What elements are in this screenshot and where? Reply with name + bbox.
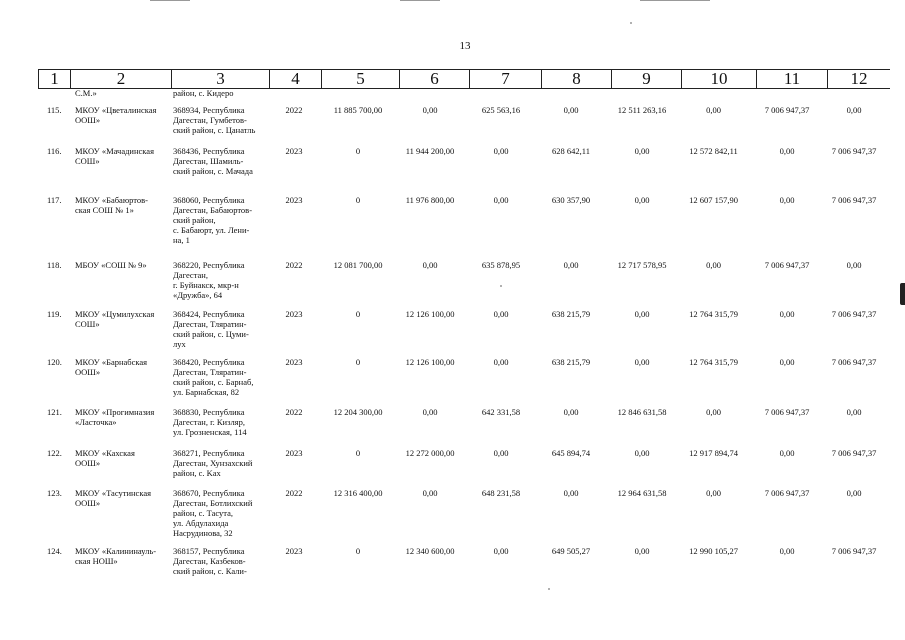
col-6-value: 11 976 800,00 xyxy=(405,195,455,205)
col-8-value: 0,00 xyxy=(563,260,579,270)
page-number: 13 xyxy=(459,40,471,52)
col-6-value: 0,00 xyxy=(422,260,438,270)
col-11-value: 7 006 947,37 xyxy=(764,105,810,115)
col-12-value: 7 006 947,37 xyxy=(831,309,877,319)
school-name: МКОУ «Цумилухская СОШ» xyxy=(75,309,155,329)
school-address: 368424, Республика Дагестан, Тляратин- ский район, с. Цуми- лух xyxy=(173,309,249,349)
col-11-value: 0,00 xyxy=(779,546,795,556)
header-col-8: 8 xyxy=(541,70,611,88)
col-5-value: 11 885 700,00 xyxy=(333,105,383,115)
school-address: 368271, Республика Дагестан, Хунзахский район, с. Kax xyxy=(173,448,253,478)
col-12-value: 7 006 947,37 xyxy=(831,357,877,367)
col-8-value: 0,00 xyxy=(563,488,579,498)
col-6-value: 12 126 100,00 xyxy=(405,309,455,319)
col-9-value: 0,00 xyxy=(634,357,650,367)
year: 2022 xyxy=(285,260,303,270)
col-6-value: 12 126 100,00 xyxy=(405,357,455,367)
col-12-value: 7 006 947,37 xyxy=(831,195,877,205)
col-5-value: 0 xyxy=(355,448,361,458)
col-10-value: 12 990 105,27 xyxy=(689,546,738,556)
row-number: 124. xyxy=(47,546,62,556)
col-8-value: 628 642,11 xyxy=(552,146,590,156)
col-11-value: 0,00 xyxy=(779,309,795,319)
header-col-11: 11 xyxy=(756,70,827,88)
col-9-value: 0,00 xyxy=(634,195,650,205)
col-8-value: 645 894,74 xyxy=(551,448,591,458)
scan-speck xyxy=(548,588,550,590)
header-col-10: 10 xyxy=(681,70,756,88)
col-12-value: 0,00 xyxy=(846,488,862,498)
col-7-value: 648 231,58 xyxy=(481,488,521,498)
col-7-value: 0,00 xyxy=(493,357,509,367)
col-11-value: 0,00 xyxy=(779,195,795,205)
row-number: 122. xyxy=(47,448,62,458)
col-6-value: 12 340 600,00 xyxy=(405,546,455,556)
col-10-value: 12 572 842,11 xyxy=(689,146,738,156)
school-address: 368420, Республика Дагестан, Тляратин- ский район, с. Барнаб, ул. Барнабская, 82 xyxy=(173,357,254,397)
scan-speck xyxy=(500,285,502,287)
header-col-7: 7 xyxy=(469,70,541,88)
col-8-value: 630 357,90 xyxy=(551,195,591,205)
col-12-value: 7 006 947,37 xyxy=(831,546,877,556)
col-12-value: 0,00 xyxy=(846,260,862,270)
header-col-4: 4 xyxy=(269,70,321,88)
col-5-value: 0 xyxy=(355,195,361,205)
school-name: МБОУ «СОШ № 9» xyxy=(75,260,147,270)
year: 2023 xyxy=(285,546,303,556)
col-11-value: 7 006 947,37 xyxy=(764,488,810,498)
school-address: 368934, Республика Дагестан, Гумбетов- ский район, с. Цанатль xyxy=(173,105,256,135)
school-name: МКОУ «Барнабская ООШ» xyxy=(75,357,148,377)
col-5-value: 0 xyxy=(355,309,361,319)
col-5-value: 12 204 300,00 xyxy=(333,407,383,417)
col-10-value: 0,00 xyxy=(706,488,721,498)
school-name: МКОУ «Бабаюртов- ская СОШ № 1» xyxy=(75,195,149,215)
col-9-value: 0,00 xyxy=(634,546,650,556)
row-number: 118. xyxy=(47,260,62,270)
col-10-value: 12 917 894,74 xyxy=(689,448,738,458)
year: 2023 xyxy=(285,195,303,205)
year: 2023 xyxy=(285,146,303,156)
year: 2022 xyxy=(285,407,303,417)
continuation-name: С.М.» xyxy=(75,88,97,98)
col-11-value: 0,00 xyxy=(779,357,795,367)
row-number: 115. xyxy=(47,105,62,115)
col-7-value: 0,00 xyxy=(493,448,509,458)
col-7-value: 0,00 xyxy=(493,546,509,556)
row-number: 120. xyxy=(47,357,62,367)
header-col-9: 9 xyxy=(611,70,681,88)
year: 2023 xyxy=(285,357,303,367)
school-address: 368830, Республика Дагестан, г. Кизляр, ул. Грозненская, 114 xyxy=(173,407,247,437)
col-12-value: 7 006 947,37 xyxy=(831,448,877,458)
year: 2022 xyxy=(285,105,303,115)
col-10-value: 12 764 315,79 xyxy=(689,309,738,319)
col-5-value: 12 081 700,00 xyxy=(333,260,383,270)
header-col-5: 5 xyxy=(321,70,399,88)
col-8-value: 0,00 xyxy=(563,407,579,417)
school-address: 368060, Республика Дагестан, Бабаюртов- ский район, с. Бабаюрт, ул. Лени- на, 1 xyxy=(173,195,253,245)
col-6-value: 12 272 000,00 xyxy=(405,448,455,458)
col-6-value: 0,00 xyxy=(422,488,438,498)
col-8-value: 638 215,79 xyxy=(551,357,591,367)
col-8-value: 638 215,79 xyxy=(551,309,591,319)
school-name: МКОУ «Тасутинская ООШ» xyxy=(75,488,152,508)
col-7-value: 0,00 xyxy=(493,146,509,156)
col-10-value: 0,00 xyxy=(706,105,721,115)
col-7-value: 0,00 xyxy=(493,309,509,319)
year: 2023 xyxy=(285,448,303,458)
school-name: МКОУ «Кахская ООШ» xyxy=(75,448,135,468)
col-11-value: 0,00 xyxy=(779,448,795,458)
scan-speck xyxy=(630,22,632,24)
school-name: МКОУ «Мачадинская СОШ» xyxy=(75,146,154,166)
school-name: МКОУ «Калининауль- ская НОШ» xyxy=(75,546,157,566)
col-12-value: 0,00 xyxy=(846,105,862,115)
continuation-address: район, с. Кидеро xyxy=(173,88,234,98)
row-number: 119. xyxy=(47,309,62,319)
col-10-value: 0,00 xyxy=(706,260,721,270)
col-6-value: 0,00 xyxy=(422,407,438,417)
col-11-value: 7 006 947,37 xyxy=(764,260,810,270)
col-12-value: 7 006 947,37 xyxy=(831,146,877,156)
col-8-value: 649 505,27 xyxy=(551,546,591,556)
scan-margin-mark xyxy=(900,283,905,305)
header-col-3: 3 xyxy=(171,70,269,88)
col-5-value: 0 xyxy=(355,357,361,367)
col-10-value: 0,00 xyxy=(706,407,721,417)
col-6-value: 0,00 xyxy=(422,105,438,115)
col-9-value: 0,00 xyxy=(634,309,650,319)
col-11-value: 0,00 xyxy=(779,146,795,156)
col-10-value: 12 764 315,79 xyxy=(689,357,738,367)
col-9-value: 12 964 631,58 xyxy=(617,488,667,498)
school-address: 368436, Республика Дагестан, Шамиль- ский район, с. Мачада xyxy=(173,146,253,176)
col-7-value: 635 878,95 xyxy=(481,260,521,270)
col-9-value: 0,00 xyxy=(634,448,650,458)
year: 2022 xyxy=(285,488,303,498)
col-9-value: 12 717 578,95 xyxy=(617,260,667,270)
col-11-value: 7 006 947,37 xyxy=(764,407,810,417)
school-address: 368157, Республика Дагестан, Казбеков- ский район, с. Кали- xyxy=(173,546,247,576)
col-9-value: 12 511 263,16 xyxy=(617,105,667,115)
col-5-value: 12 316 400,00 xyxy=(333,488,383,498)
table-header-row xyxy=(38,69,890,89)
school-name: МКОУ «Цветалинская ООШ» xyxy=(75,105,157,125)
row-number: 116. xyxy=(47,146,62,156)
header-col-6: 6 xyxy=(399,70,469,88)
row-number: 117. xyxy=(47,195,62,205)
header-col-2: 2 xyxy=(70,70,171,88)
col-10-value: 12 607 157,90 xyxy=(689,195,738,205)
col-12-value: 0,00 xyxy=(846,407,862,417)
col-9-value: 0,00 xyxy=(634,146,650,156)
col-5-value: 0 xyxy=(355,546,361,556)
col-6-value: 11 944 200,00 xyxy=(405,146,455,156)
school-address: 368670, Республика Дагестан, Ботлихский район, с. Тасута, ул. Абдулахида Насрудинова, 32 xyxy=(173,488,253,538)
col-5-value: 0 xyxy=(355,146,361,156)
col-7-value: 625 563,16 xyxy=(481,105,521,115)
header-col-1: 1 xyxy=(38,70,70,88)
school-name: МКОУ «Прогимназия «Ласточка» xyxy=(75,407,155,427)
row-number: 123. xyxy=(47,488,62,498)
col-9-value: 12 846 631,58 xyxy=(617,407,667,417)
col-8-value: 0,00 xyxy=(563,105,579,115)
school-address: 368220, Республика Дагестан, г. Буйнакск, мкр-н «Дружба», 64 xyxy=(173,260,245,300)
row-number: 121. xyxy=(47,407,62,417)
year: 2023 xyxy=(285,309,303,319)
col-7-value: 0,00 xyxy=(493,195,509,205)
header-col-12: 12 xyxy=(827,70,890,88)
col-7-value: 642 331,58 xyxy=(481,407,521,417)
